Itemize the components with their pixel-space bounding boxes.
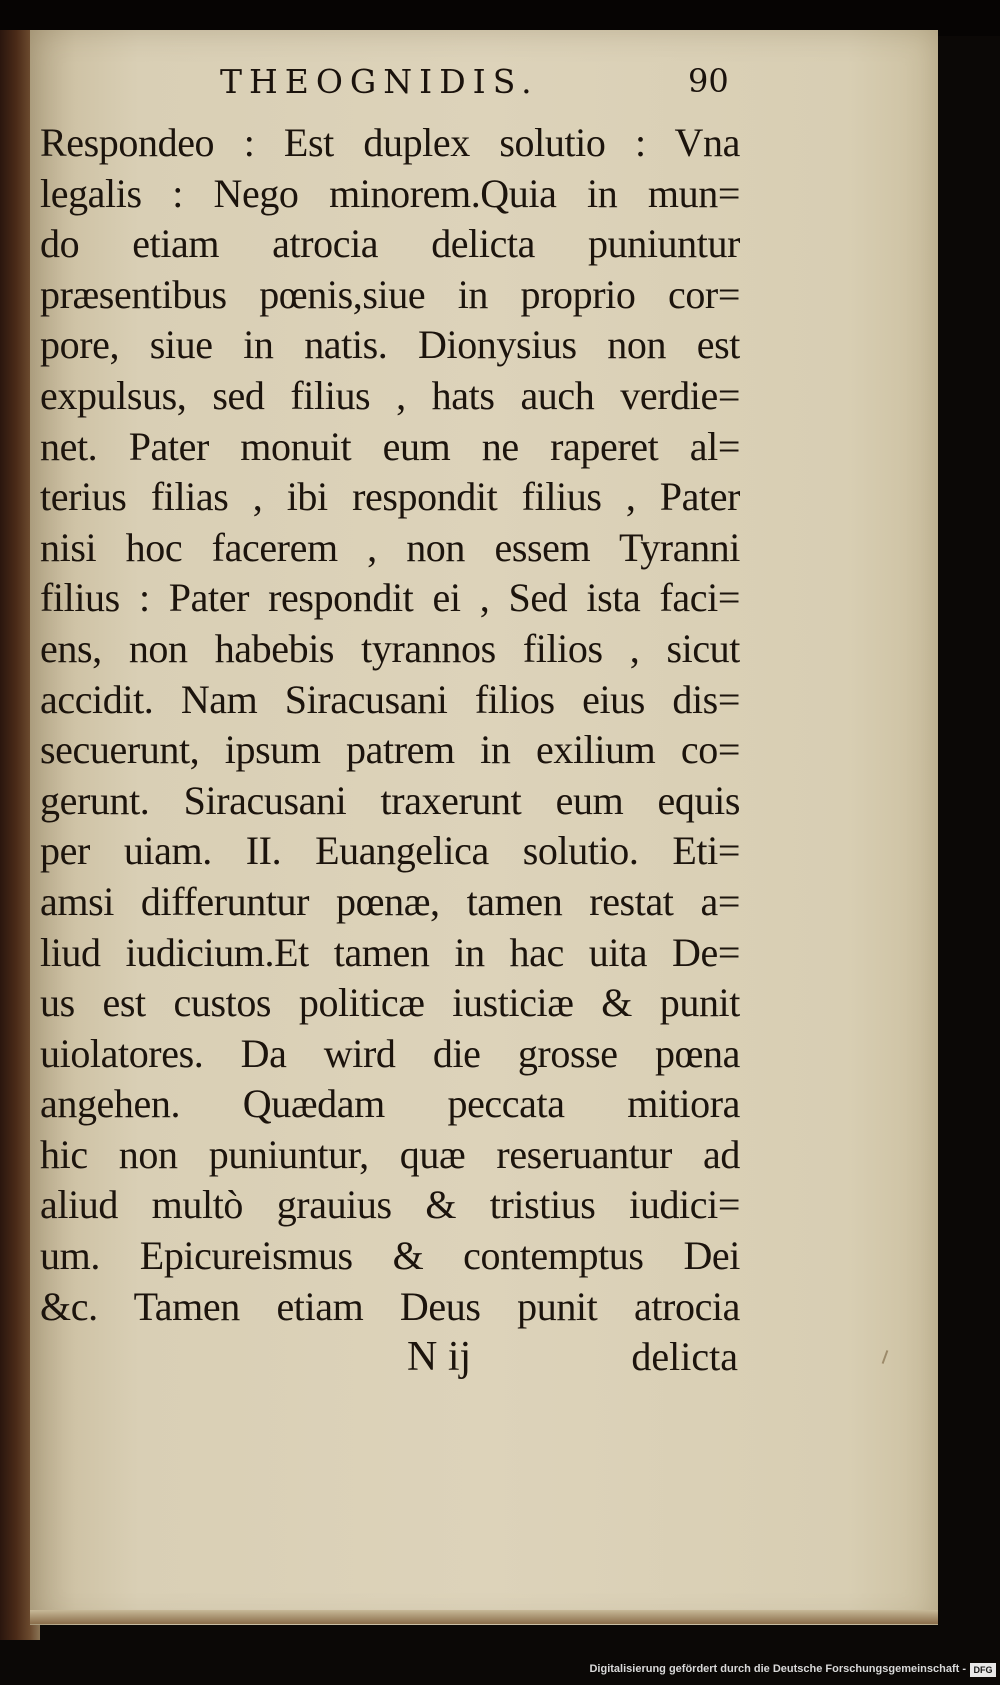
text-line: uiolatores. Da wird die grosse pœna	[40, 1030, 740, 1076]
text-line: præsentibus pœnis,siue in proprio cor=	[40, 271, 740, 317]
text-line: us est custos politicæ iusticiæ & punit	[40, 980, 740, 1026]
text-line: terius filias , ibi respondit filius , Pater	[40, 474, 740, 520]
text-line: hic non puniuntur, quæ reseruantur ad	[40, 1131, 740, 1177]
catchword: delicta	[631, 1334, 738, 1379]
text-line: liud iudicium.Et tamen in hac uita De=	[40, 929, 740, 975]
text-line: filius : Pater respondit ei , Sed ista faci=	[40, 575, 740, 621]
text-line: amsi differuntur pœnæ, tamen restat a=	[40, 878, 740, 924]
dfg-logo: DFG	[970, 1663, 996, 1677]
digitization-credit: Digitalisierung gefördert durch die Deutsche Forschungsgemeinschaft -	[589, 1663, 966, 1675]
text-line: nisi hoc facerem , non essem Tyranni	[40, 524, 740, 570]
text-line: accidit. Nam Siracusani filios eius dis=	[40, 676, 740, 722]
text-line: per uiam. II. Euangelica solutio. Eti=	[40, 828, 740, 874]
text-line: gerunt. Siracusani traxerunt eum equis	[40, 777, 740, 823]
text-line: angehen. Quædam peccata mitiora	[40, 1081, 740, 1127]
text-line: net. Pater monuit eum ne raperet al=	[40, 423, 740, 469]
signature-mark: N ij	[407, 1334, 472, 1380]
text-block	[40, 118, 740, 1332]
text-line: do etiam atrocia delicta puniuntur	[40, 221, 740, 267]
running-head: THEOGNIDIS.	[220, 62, 539, 101]
text-line: &c. Tamen etiam Deus punit atrocia	[40, 1283, 740, 1329]
page-bottom-edge	[30, 1610, 938, 1624]
text-line: pore, siue in natis. Dionysius non est	[40, 322, 740, 368]
page-number: 90	[688, 62, 729, 100]
text-line: aliud multò grauius & tristius iudici=	[40, 1182, 740, 1228]
text-line: expulsus, sed filius , hats auch verdie=	[40, 372, 740, 418]
page-foot-row	[40, 1333, 740, 1389]
text-line: Respondeo : Est duplex solutio : Vna	[40, 120, 740, 165]
text-line: legalis : Nego minorem.Quia in mun=	[40, 170, 740, 216]
text-line: secuerunt, ipsum patrem in exilium co=	[40, 727, 740, 773]
text-line: ens, non habebis tyrannos filios , sicut	[40, 625, 740, 671]
text-line: um. Epicureismus & contemptus Dei	[40, 1233, 740, 1279]
